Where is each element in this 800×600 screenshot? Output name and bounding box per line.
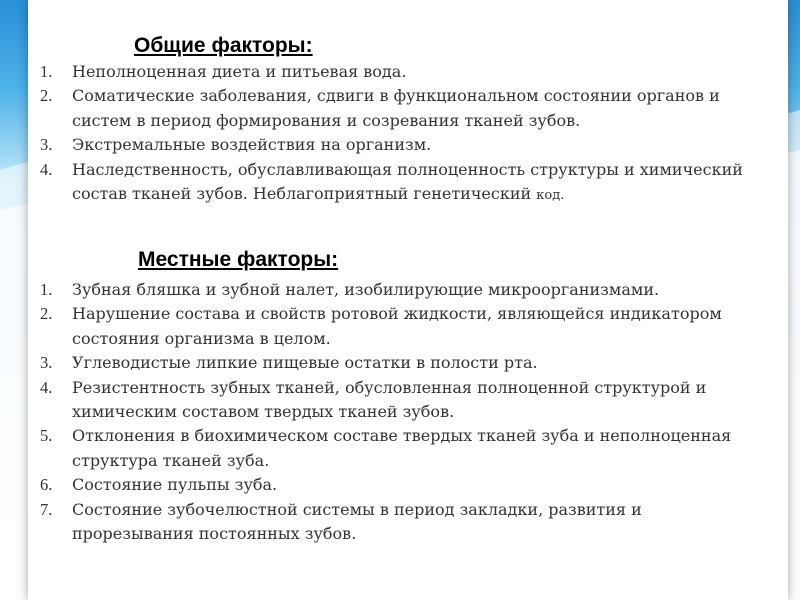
item-number: 4. (40, 159, 53, 179)
list-item (28, 473, 768, 497)
item-number: 1. (40, 280, 53, 299)
list-item (28, 84, 768, 133)
item-text: Зубная бляшка и зубной налет, изобилирующие микроорганизмами. (72, 280, 660, 299)
item-text: Углеводистые липкие пищевые остатки в полости рта. (72, 353, 538, 373)
content-panel (28, 0, 788, 600)
list-item (28, 376, 768, 425)
item-text: Состояние зубочелюстной системы в период закладки, развития и прорезывания постоянных зубов. (72, 499, 642, 544)
item-text: Экстремальные воздействия на организм. (72, 135, 432, 155)
list-item (28, 424, 768, 473)
item-text: Неполноценная диета и питьевая вода. (72, 62, 407, 81)
list-item (28, 302, 768, 351)
item-text: Состояние пульпы зуба. (72, 475, 278, 495)
item-number: 1. (40, 62, 53, 81)
item-text: Нарушение состава и свойств ротовой жидкости, являющейся индикатором состояния организма в целом. (72, 304, 722, 348)
general-factors-list (28, 60, 768, 208)
list-item (28, 133, 768, 157)
item-text-tail: код. (536, 188, 565, 204)
list-item (28, 278, 768, 302)
list-item (28, 158, 768, 209)
item-number: 6. (40, 475, 53, 495)
item-text: Соматические заболевания, сдвиги в функциональном состоянии органов и систем в период формирования и созревания тканей зубов. (72, 86, 720, 130)
item-number: 5. (40, 426, 53, 446)
item-number: 7. (40, 499, 53, 519)
local-factors-heading: Местные факторы: (138, 248, 339, 271)
item-text: Наследственность, обуславливающая полноценность структуры и химический состав тканей зубов. Неблагоприятный генетический (72, 159, 743, 204)
list-item (28, 498, 768, 547)
item-number: 3. (40, 353, 53, 373)
list-item (28, 351, 768, 375)
item-number: 4. (40, 377, 53, 397)
item-number: 2. (40, 304, 53, 324)
item-number: 2. (40, 86, 53, 106)
general-factors-heading: Общие факторы: (134, 34, 313, 57)
local-factors-list (28, 278, 768, 546)
item-text: Отклонения в биохимическом составе твердых тканей зуба и неполноценная структура тканей зуба. (72, 426, 732, 470)
item-text: Резистентность зубных тканей, обусловленная полноценной структурой и химическим составом твердых тканей зубов. (72, 377, 707, 422)
item-number: 3. (40, 135, 53, 155)
list-item (28, 60, 768, 84)
